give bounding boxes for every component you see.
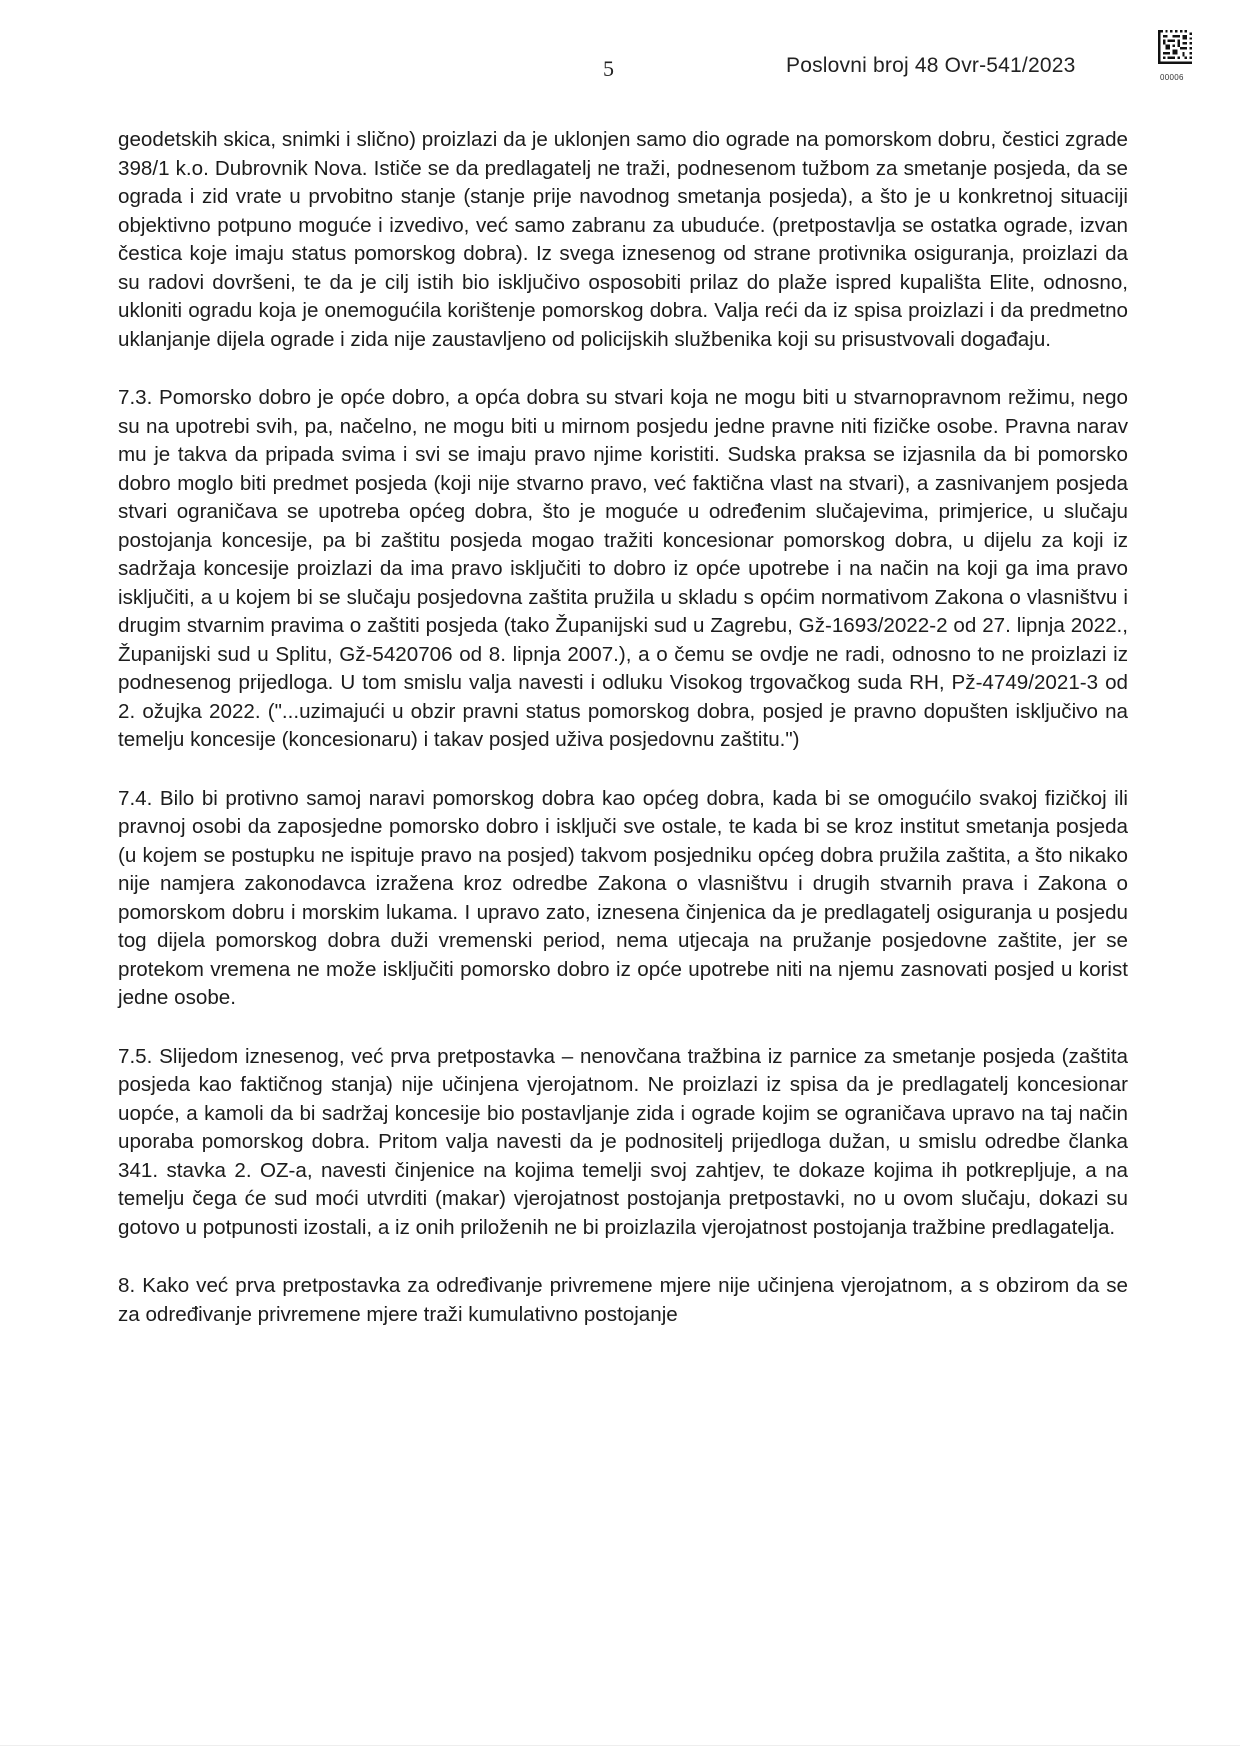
page-bottom-edge — [0, 1745, 1240, 1746]
qr-code-caption: 00006 — [1160, 73, 1184, 82]
paragraph-8: 8. Kako već prva pretpostavka za određivanje privremene mjere nije učinjena vjerojatnom, a s obzirom da se za određivanje privremene mjere traži kumulativno postojanje — [118, 1274, 1128, 1326]
datamatrix-code-icon — [1158, 30, 1192, 64]
page-header — [0, 0, 1240, 110]
paragraph-7-5: 7.5. Slijedom iznesenog, već prva pretpostavka – nenovčana tražbina iz parnice za smetanje posjeda (zaštita posjeda kao faktičnog stanja) nije učinjena vjerojatnom. Ne proizlazi iz spisa da je predlagatelj koncesionar uopće, a kamoli da bi sadržaj koncesije bio postavljanje zida i ograde kojim se ograničava upravo na taj način uporaba pomorskog dobra. Pritom valja navesti da je podnositelj prijedloga dužan, u smislu odredbe članka 341. stavka 2. OZ-a, navesti činjenice na kojima temelji svoj zahtjev, te dokaze kojima ih potkrepljuje, a na temelju čega će sud moći utvrditi (makar) vjerojatnost postojanja pretpostavki, no u ovom slučaju, dokazi su gotovo u potpunosti izostali, a iz onih priloženih ne bi proizlazila vjerojatnost postojanja tražbine predlagatelja. — [118, 1044, 1128, 1239]
page-number: 5 — [603, 56, 614, 81]
case-number: Poslovni broj 48 Ovr-541/2023 — [786, 54, 1076, 77]
paragraph-7-3: 7.3. Pomorsko dobro je opće dobro, a opća dobra su stvari koja ne mogu biti u stvarnopravnom režimu, nego su na upotrebi svih, pa, načelno, ne mogu biti u mirnom posjedu jedne pravne niti fizičke osobe. Pravna narav mu je takva da pripada svima i svi se imaju pravo njime koristiti. Sudska praksa se izjasnila da bi pomorsko dobro moglo biti predmet posjeda (koji nije stvarno pravo, već faktična vlast na stvari), a zasnivanjem posjeda stvari ograničava se upotreba općeg dobra, što je moguće u određenim slučajevima, primjerice, u slučaju postojanja koncesije, pa bi zaštitu posjeda mogao tražiti koncesionar pomorskog dobra, u dijelu za koji iz sadržaja koncesije proizlazi da ima pravo isključiti to dobro iz opće upotrebe i na način na koji ga ima pravo isključiti, a u kojem bi se slučaju posjedovna zaštita pružila u skladu s općim normativom Zakona o vlasništvu i drugim stvarnim pravima o zaštiti posjeda (tako Županijski sud u Zagrebu, Gž-1693/2022-2 od 27. lipnja 2022., Županijski sud u Splitu, Gž-5420706 od 8. lipnja 2007.), a o čemu se ovdje ne radi, odnosno to ne proizlazi iz podnesenog prijedloga. U tom smislu valja navesti i odluku Visokog trgovačkog suda RH, Pž-4749/2021-3 od 2. ožujka 2022. ("...uzimajući u obzir pravni status pomorskog dobra, posjed je pravno dopušten isključivo na temelju koncesije (koncesionaru) i takav posjed uživa posjedovnu zaštitu.") — [118, 386, 1128, 751]
paragraph-7-4: 7.4. Bilo bi protivno samoj naravi pomorskog dobra kao općeg dobra, kada bi se omogućilo svakoj fizičkoj ili pravnoj osobi da zaposjedne pomorsko dobro i isključi sve ostale, te kada bi se kroz institut smetanja posjeda (u kojem se postupku ne ispituje pravo na posjed) takvom posjedniku općeg dobra pružila zaštita, a što nikako nije namjera zakonodavca izražena kroz odredbe Zakona o vlasništvu i drugih stvarnih prava i Zakona o pomorskom dobru i morskim lukama. I upravo zato, iznesena činjenica da je predlagatelj osiguranja u posjedu tog dijela pomorskog dobra duži vremenski period, nema utjecaja na pružanje posjedovne zaštite, jer se protekom vremena ne može isključiti pomorsko dobro iz opće upotrebe niti na njemu zasnovati posjed u korist jedne osobe. — [118, 786, 1128, 1009]
paragraph-continuation: geodetskih skica, snimki i slično) proizlazi da je uklonjen samo dio ograde na pomorskom dobru, čestici zgrade 398/1 k.o. Dubrovnik Nova. Ističe se da predlagatelj ne traži, podnesenom tužbom za smetanje posjeda, da se ograda i zid vrate u prvobitno stanje (stanje prije navodnog smetanja posjeda), a što je u konkretnoj situaciji objektivno potpuno moguće i izvedivo, već samo zabranu za ubuduće. (pretpostavlja se ostatka ograde, izvan čestica koje imaju status pomorskog dobra). Iz svega iznesenog od strane protivnika osiguranja, proizlazi da su radovi dovršeni, te da je cilj istih bio isključivo osposobiti prilaz do plaže ispred kupališta Elite, odnosno, ukloniti ogradu koja je onemogućila korištenje pomorskog dobra. Valja reći da iz spisa proizlazi i da predmetno uklanjanje dijela ograde i zida nije zaustavljeno od policijskih službenika koji su prisustvovali događaju. — [118, 128, 1128, 351]
document-body — [118, 126, 1128, 1329]
